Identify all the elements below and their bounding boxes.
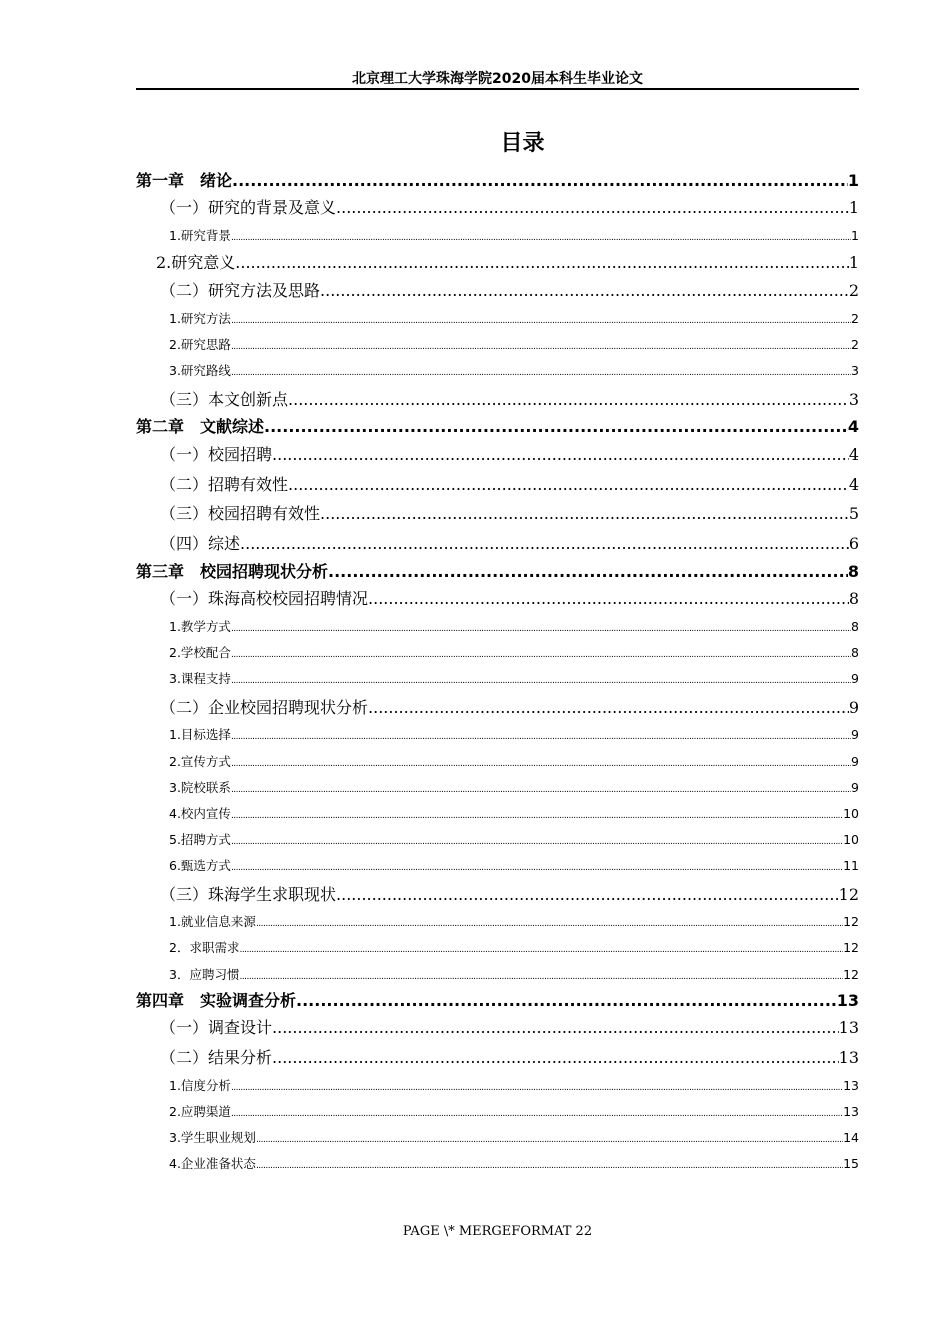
toc-entry[interactable] xyxy=(136,193,859,223)
toc-entry[interactable] xyxy=(136,666,859,692)
toc-entry[interactable] xyxy=(136,827,859,853)
toc-entry[interactable] xyxy=(136,1013,859,1043)
toc-leader-dots xyxy=(256,1153,843,1177)
toc-leader-dots xyxy=(231,642,851,666)
toc-entry[interactable] xyxy=(136,722,859,748)
toc-entry-page: 13 xyxy=(838,1047,859,1067)
toc-entry[interactable] xyxy=(136,559,859,584)
toc-leader-dots xyxy=(256,1127,843,1151)
toc-entry-title: （一）研究的背景及意义 xyxy=(160,198,337,218)
toc-entry[interactable] xyxy=(136,801,859,827)
toc-entry[interactable] xyxy=(136,640,859,666)
toc-entry-page: 8 xyxy=(847,561,859,581)
toc-entry-page: 2 xyxy=(851,337,859,353)
toc-entry[interactable] xyxy=(136,385,859,415)
toc-entry-page: 9 xyxy=(848,697,859,717)
toc-leader-dots xyxy=(231,1101,843,1125)
toc-entry-page: 13 xyxy=(836,990,859,1010)
toc-entry-page: 9 xyxy=(851,727,859,743)
toc-entry-page: 4 xyxy=(847,417,859,437)
toc-entry[interactable] xyxy=(136,1125,859,1151)
toc-entry-title: （二）结果分析 xyxy=(160,1047,273,1067)
toc-leader-dots xyxy=(231,616,851,640)
toc-entry[interactable] xyxy=(136,1099,859,1125)
toc-entry-page: 1 xyxy=(847,171,859,190)
toc-entry-title: 2.研究意义 xyxy=(156,253,236,273)
toc-entry[interactable] xyxy=(136,693,859,723)
toc-entry-page: 8 xyxy=(851,619,859,635)
toc-entry[interactable] xyxy=(136,276,859,306)
toc-leader-dots xyxy=(336,880,839,910)
toc-leader-dots xyxy=(272,440,849,470)
toc-entry-page: 13 xyxy=(838,1018,859,1038)
toc-leader-dots xyxy=(231,334,851,358)
toc-leader-dots xyxy=(239,937,843,961)
toc-entry-page: 12 xyxy=(843,940,859,956)
toc-entry-title: （三）珠海学生求职现状 xyxy=(160,884,337,904)
toc-leader-dots xyxy=(231,308,851,332)
toc-entry-page: 10 xyxy=(843,832,859,848)
toc-leader-dots xyxy=(231,829,843,853)
toc-entry[interactable] xyxy=(136,332,859,358)
toc-entry-title: 3.研究路线 xyxy=(169,363,231,379)
toc-entry[interactable] xyxy=(136,584,859,614)
toc-entry[interactable] xyxy=(136,440,859,470)
toc-entry-title: 第三章 校园招聘现状分析 xyxy=(136,561,329,581)
toc-entry-page: 6 xyxy=(848,534,859,554)
toc-leader-dots xyxy=(231,803,843,827)
toc-entry-page: 1 xyxy=(848,253,859,273)
toc-leader-dots xyxy=(272,1043,839,1073)
toc-entry[interactable] xyxy=(136,499,859,529)
toc-entry-title: （三）校园招聘有效性 xyxy=(160,504,321,524)
toc-leader-dots xyxy=(328,559,848,584)
toc-leader-dots xyxy=(264,414,848,439)
toc-entry-title: 2.研究思路 xyxy=(169,337,231,353)
toc-entry-page: 3 xyxy=(851,363,859,379)
toc-leader-dots xyxy=(288,385,849,415)
toc-leader-dots xyxy=(320,499,849,529)
toc-leader-dots xyxy=(336,193,849,223)
toc-entry[interactable] xyxy=(136,988,859,1013)
toc-leader-dots xyxy=(231,225,851,249)
toc-entry-title: 1.研究背景 xyxy=(169,228,231,244)
toc-leader-dots xyxy=(232,168,848,193)
toc-leader-dots xyxy=(231,668,851,692)
toc-leader-dots xyxy=(240,529,849,559)
toc-entry-title: 3.院校联系 xyxy=(169,779,231,795)
toc-entry-title: 2.应聘渠道 xyxy=(169,1103,231,1119)
toc-entry-title: 1.目标选择 xyxy=(169,727,231,743)
running-header: 北京理工大学珠海学院2020届本科生毕业论文 xyxy=(352,71,643,87)
toc-entry-title: 2.学校配合 xyxy=(169,645,231,661)
toc-entry-title: 1.教学方式 xyxy=(169,619,231,635)
toc-leader-dots xyxy=(231,1075,843,1099)
toc-entry-title: 第二章 文献综述 xyxy=(136,417,265,437)
table-of-contents xyxy=(136,168,859,1178)
toc-entry-page: 1 xyxy=(851,228,859,244)
toc-leader-dots xyxy=(296,988,837,1013)
toc-entry-title: （一）校园招聘 xyxy=(160,444,273,464)
toc-entry-title: （二）企业校园招聘现状分析 xyxy=(160,697,369,717)
toc-entry-page: 4 xyxy=(848,474,859,494)
toc-entry-page: 12 xyxy=(843,966,859,982)
toc-entry-page: 11 xyxy=(843,858,859,874)
toc-entry[interactable] xyxy=(136,529,859,559)
toc-entry-title: （二）招聘有效性 xyxy=(160,474,289,494)
toc-entry-title: 3.课程支持 xyxy=(169,671,231,687)
toc-title: 目录 xyxy=(500,131,545,156)
toc-entry[interactable] xyxy=(136,1073,859,1099)
toc-leader-dots xyxy=(368,693,849,723)
toc-entry-page: 12 xyxy=(843,914,859,930)
toc-entry-title: （二）研究方法及思路 xyxy=(160,281,321,301)
toc-entry-title: 4.企业准备状态 xyxy=(169,1156,256,1172)
toc-leader-dots xyxy=(256,911,843,935)
toc-entry-title: （四）综述 xyxy=(160,534,241,554)
toc-entry-page: 9 xyxy=(851,671,859,687)
toc-entry-title: 3．应聘习惯 xyxy=(169,966,240,982)
toc-entry-page: 8 xyxy=(848,589,859,609)
toc-entry[interactable] xyxy=(136,749,859,775)
toc-entry-page: 4 xyxy=(848,444,859,464)
toc-entry[interactable] xyxy=(136,880,859,910)
toc-entry[interactable] xyxy=(136,775,859,801)
toc-entry-page: 2 xyxy=(848,281,859,301)
toc-entry-title: 第四章 实验调查分析 xyxy=(136,990,297,1010)
toc-leader-dots xyxy=(239,964,843,988)
toc-entry-title: 4.校内宣传 xyxy=(169,805,231,821)
toc-entry-title: 1.就业信息来源 xyxy=(169,914,256,930)
header-rule xyxy=(136,88,859,90)
toc-leader-dots xyxy=(368,584,849,614)
toc-entry-title: 2．求职需求 xyxy=(169,940,240,956)
toc-entry[interactable] xyxy=(136,168,859,193)
toc-entry-page: 9 xyxy=(851,779,859,795)
toc-entry-page: 13 xyxy=(843,1103,859,1119)
toc-entry-page: 8 xyxy=(851,645,859,661)
toc-entry-title: 第一章 绪论 xyxy=(136,171,233,190)
toc-leader-dots xyxy=(235,249,849,276)
toc-entry-page: 2 xyxy=(851,311,859,327)
toc-entry-title: 2.宣传方式 xyxy=(169,753,231,769)
toc-entry-page: 1 xyxy=(848,198,859,218)
page-number-field: PAGE \* MERGEFORMAT 22 xyxy=(402,1224,593,1239)
toc-entry-title: 6.甄选方式 xyxy=(169,858,231,874)
toc-entry-page: 3 xyxy=(848,389,859,409)
toc-entry[interactable] xyxy=(136,470,859,500)
toc-leader-dots xyxy=(231,724,851,748)
toc-entry-page: 15 xyxy=(843,1156,859,1172)
toc-entry-title: 5.招聘方式 xyxy=(169,832,231,848)
toc-entry[interactable] xyxy=(136,935,859,961)
toc-entry-title: （一）调查设计 xyxy=(160,1018,273,1038)
toc-entry-title: 1.信度分析 xyxy=(169,1077,231,1093)
toc-entry-title: （三）本文创新点 xyxy=(160,389,289,409)
toc-leader-dots xyxy=(231,855,843,879)
toc-entry[interactable] xyxy=(136,1043,859,1073)
toc-entry[interactable] xyxy=(136,414,859,439)
toc-entry-title: （一）珠海高校校园招聘情况 xyxy=(160,589,369,609)
toc-leader-dots xyxy=(288,470,849,500)
toc-entry[interactable] xyxy=(136,853,859,879)
toc-entry[interactable] xyxy=(136,358,859,384)
toc-entry-page: 14 xyxy=(843,1130,859,1146)
toc-leader-dots xyxy=(320,276,849,306)
toc-leader-dots xyxy=(272,1013,839,1043)
toc-entry[interactable] xyxy=(136,614,859,640)
toc-entry[interactable] xyxy=(136,1151,859,1177)
toc-entry-title: 3.学生职业规划 xyxy=(169,1130,256,1146)
toc-leader-dots xyxy=(231,751,851,775)
toc-entry-page: 5 xyxy=(848,504,859,524)
toc-entry-page: 13 xyxy=(843,1077,859,1093)
toc-entry[interactable] xyxy=(136,962,859,988)
toc-entry-page: 12 xyxy=(838,884,859,904)
toc-entry-page: 9 xyxy=(851,753,859,769)
toc-entry-page: 10 xyxy=(843,805,859,821)
toc-leader-dots xyxy=(231,360,851,384)
toc-entry-title: 1.研究方法 xyxy=(169,311,231,327)
toc-entry[interactable] xyxy=(136,306,859,332)
toc-entry[interactable] xyxy=(136,909,859,935)
toc-entry[interactable] xyxy=(136,223,859,249)
toc-entry[interactable] xyxy=(136,249,859,276)
toc-leader-dots xyxy=(231,777,851,801)
